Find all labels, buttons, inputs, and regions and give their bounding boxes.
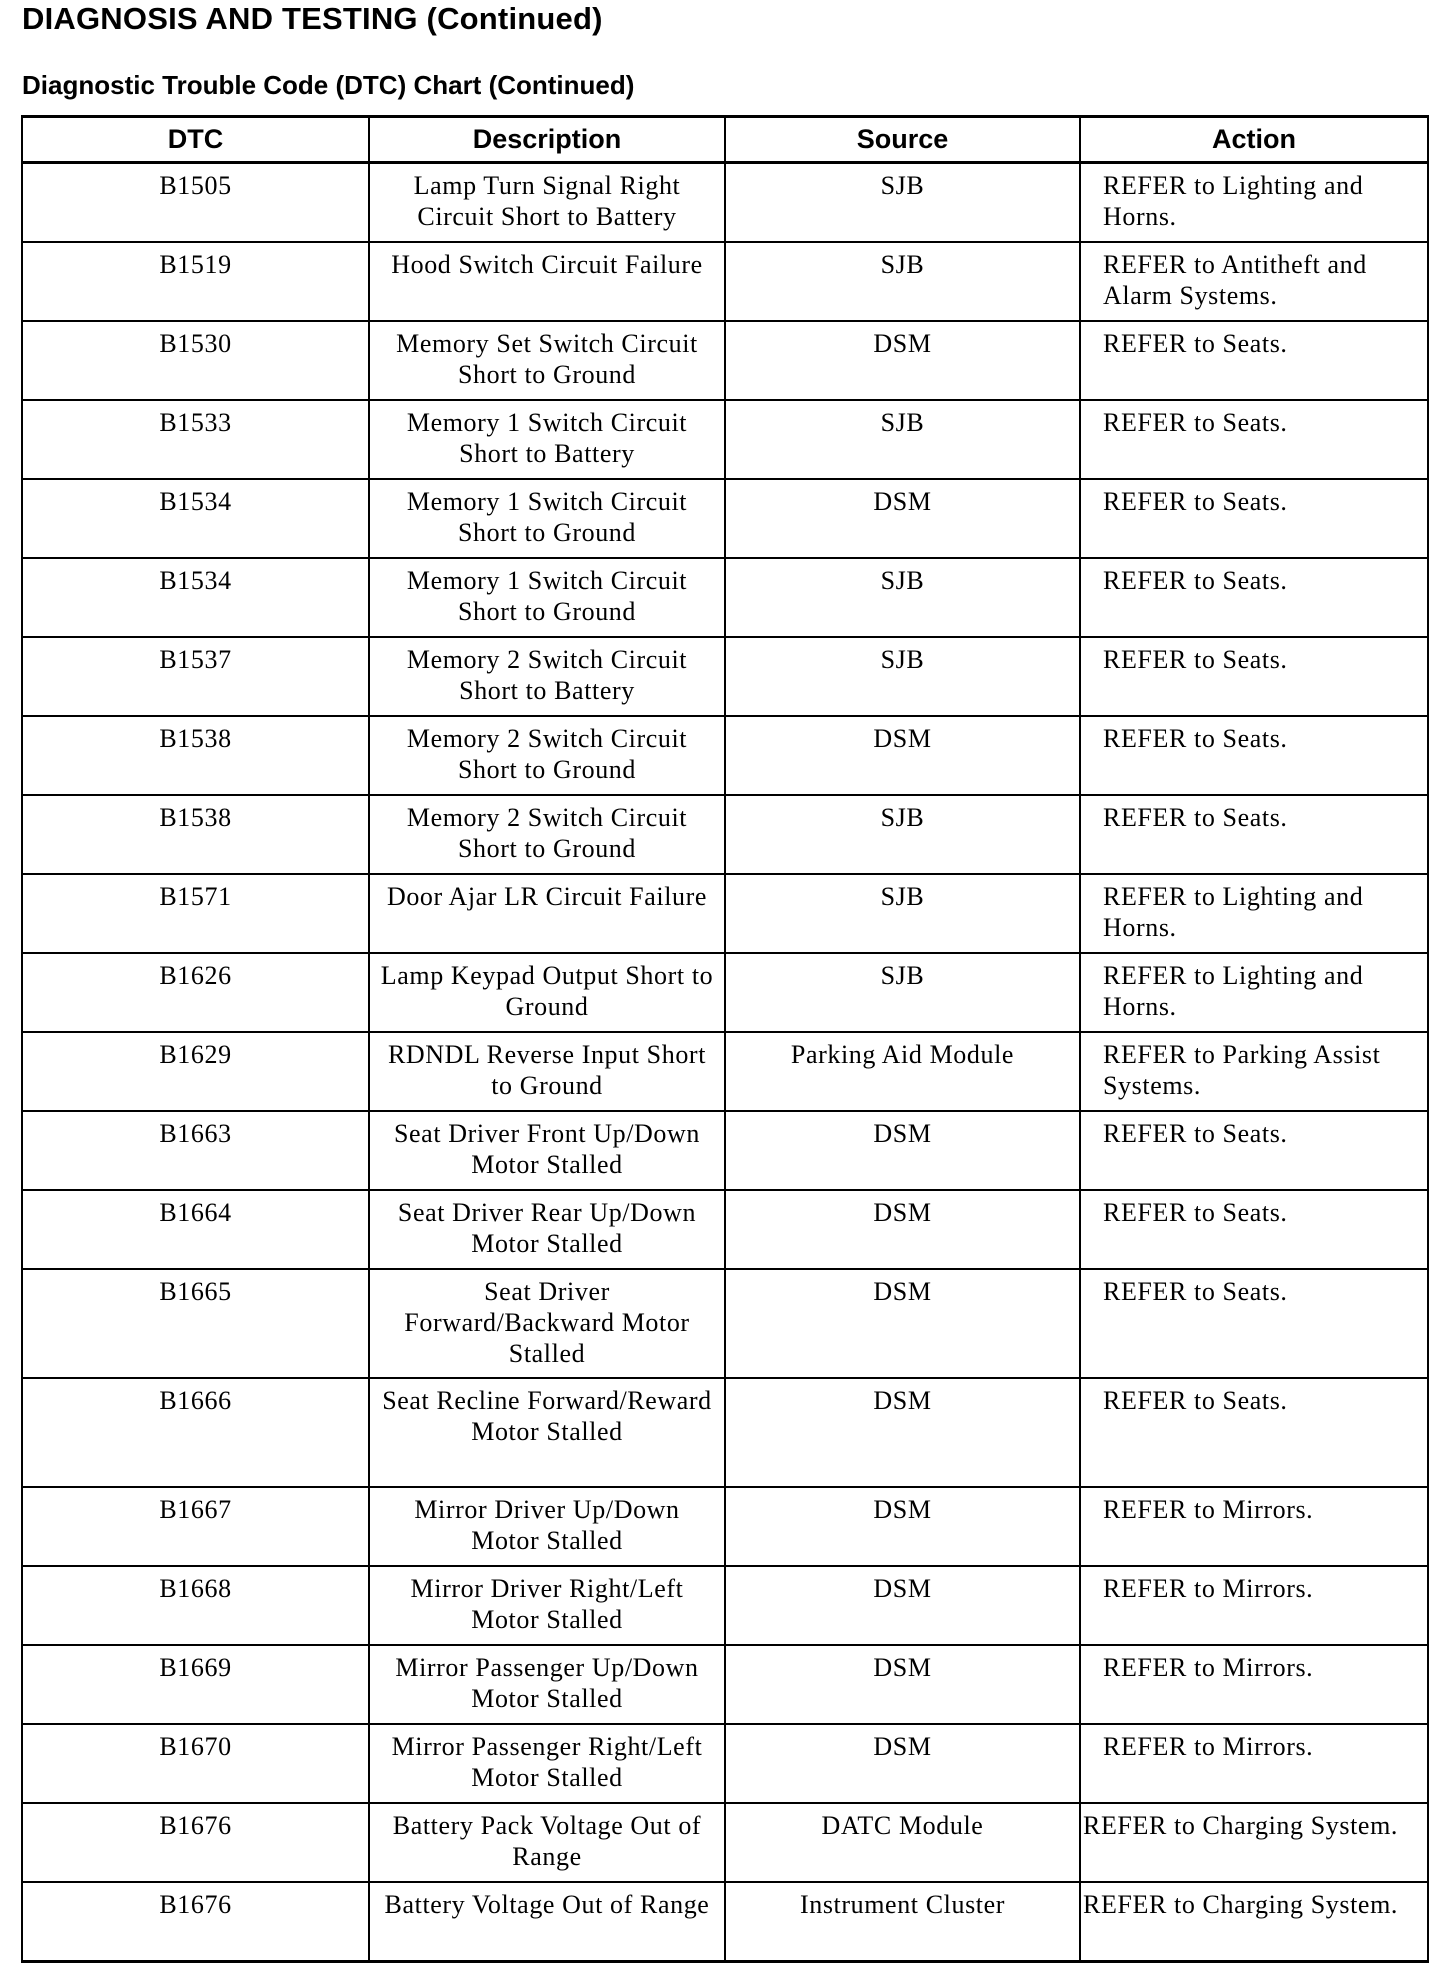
- dtc-code-cell: B1626: [22, 953, 369, 1032]
- source-cell: SJB: [725, 242, 1080, 321]
- table-header-row: [22, 117, 1428, 163]
- action-cell: REFER to Seats.: [1080, 1378, 1428, 1487]
- dtc-code-cell: B1667: [22, 1487, 369, 1566]
- action-cell: REFER to Charging System.: [1080, 1803, 1428, 1882]
- table-row: [22, 1190, 1428, 1269]
- dtc-code-cell: B1519: [22, 242, 369, 321]
- table-row: [22, 1724, 1428, 1803]
- page-title: DIAGNOSIS AND TESTING (Continued): [22, 1, 603, 36]
- action-cell: REFER to Seats.: [1080, 321, 1428, 400]
- table-row: [22, 795, 1428, 874]
- dtc-code-cell: B1534: [22, 479, 369, 558]
- action-cell: REFER to Parking Assist Systems.: [1080, 1032, 1428, 1111]
- action-cell: REFER to Seats.: [1080, 795, 1428, 874]
- dtc-code-cell: B1670: [22, 1724, 369, 1803]
- column-header-source: Source: [725, 117, 1080, 163]
- action-cell: REFER to Seats.: [1080, 400, 1428, 479]
- action-cell: REFER to Seats.: [1080, 637, 1428, 716]
- source-cell: Parking Aid Module: [725, 1032, 1080, 1111]
- action-cell: REFER to Lighting and Horns.: [1080, 874, 1428, 953]
- table-row: [22, 400, 1428, 479]
- source-cell: DSM: [725, 1724, 1080, 1803]
- table-body: [22, 163, 1428, 1962]
- action-cell: REFER to Seats.: [1080, 1190, 1428, 1269]
- action-cell: REFER to Lighting and Horns.: [1080, 953, 1428, 1032]
- table-row: [22, 242, 1428, 321]
- table-row: [22, 1882, 1428, 1962]
- description-cell: Seat Recline Forward/Reward Motor Stalled: [369, 1378, 725, 1487]
- source-cell: SJB: [725, 637, 1080, 716]
- dtc-code-cell: B1629: [22, 1032, 369, 1111]
- table-row: [22, 1487, 1428, 1566]
- dtc-code-cell: B1538: [22, 795, 369, 874]
- source-cell: DSM: [725, 1487, 1080, 1566]
- column-header-action: Action: [1080, 117, 1428, 163]
- source-cell: DSM: [725, 1269, 1080, 1378]
- description-cell: Hood Switch Circuit Failure: [369, 242, 725, 321]
- action-cell: REFER to Lighting and Horns.: [1080, 163, 1428, 243]
- dtc-code-cell: B1676: [22, 1882, 369, 1962]
- table-row: [22, 479, 1428, 558]
- source-cell: DSM: [725, 1566, 1080, 1645]
- description-cell: Mirror Driver Up/Down Motor Stalled: [369, 1487, 725, 1566]
- action-cell: REFER to Charging System.: [1080, 1882, 1428, 1962]
- source-cell: DSM: [725, 1645, 1080, 1724]
- table-row: [22, 1803, 1428, 1882]
- table-row: [22, 716, 1428, 795]
- source-cell: SJB: [725, 558, 1080, 637]
- description-cell: Memory 1 Switch Circuit Short to Battery: [369, 400, 725, 479]
- source-cell: SJB: [725, 400, 1080, 479]
- dtc-code-cell: B1505: [22, 163, 369, 243]
- description-cell: Battery Voltage Out of Range: [369, 1882, 725, 1962]
- table-row: [22, 1645, 1428, 1724]
- source-cell: DSM: [725, 1378, 1080, 1487]
- source-cell: SJB: [725, 795, 1080, 874]
- description-cell: Memory 1 Switch Circuit Short to Ground: [369, 558, 725, 637]
- table-row: [22, 1111, 1428, 1190]
- action-cell: REFER to Mirrors.: [1080, 1487, 1428, 1566]
- dtc-code-cell: B1663: [22, 1111, 369, 1190]
- dtc-table: [21, 115, 1429, 1963]
- description-cell: RDNDL Reverse Input Short to Ground: [369, 1032, 725, 1111]
- description-cell: Seat Driver Forward/Backward Motor Stalled: [369, 1269, 725, 1378]
- source-cell: Instrument Cluster: [725, 1882, 1080, 1962]
- dtc-code-cell: B1530: [22, 321, 369, 400]
- description-cell: Door Ajar LR Circuit Failure: [369, 874, 725, 953]
- source-cell: SJB: [725, 874, 1080, 953]
- description-cell: Memory 2 Switch Circuit Short to Ground: [369, 795, 725, 874]
- source-cell: DSM: [725, 479, 1080, 558]
- action-cell: REFER to Seats.: [1080, 716, 1428, 795]
- source-cell: SJB: [725, 163, 1080, 243]
- dtc-code-cell: B1664: [22, 1190, 369, 1269]
- table-row: [22, 874, 1428, 953]
- source-cell: DSM: [725, 1111, 1080, 1190]
- source-cell: DSM: [725, 716, 1080, 795]
- action-cell: REFER to Mirrors.: [1080, 1724, 1428, 1803]
- source-cell: DSM: [725, 1190, 1080, 1269]
- table-row: [22, 1032, 1428, 1111]
- description-cell: Memory 1 Switch Circuit Short to Ground: [369, 479, 725, 558]
- description-cell: Memory 2 Switch Circuit Short to Battery: [369, 637, 725, 716]
- table-row: [22, 321, 1428, 400]
- description-cell: Mirror Driver Right/Left Motor Stalled: [369, 1566, 725, 1645]
- table-row: [22, 1566, 1428, 1645]
- description-cell: Memory 2 Switch Circuit Short to Ground: [369, 716, 725, 795]
- dtc-code-cell: B1665: [22, 1269, 369, 1378]
- action-cell: REFER to Mirrors.: [1080, 1645, 1428, 1724]
- chart-title: Diagnostic Trouble Code (DTC) Chart (Continued): [22, 70, 635, 100]
- action-cell: REFER to Seats.: [1080, 1269, 1428, 1378]
- source-cell: SJB: [725, 953, 1080, 1032]
- dtc-code-cell: B1676: [22, 1803, 369, 1882]
- action-cell: REFER to Seats.: [1080, 479, 1428, 558]
- description-cell: Mirror Passenger Up/Down Motor Stalled: [369, 1645, 725, 1724]
- description-cell: Memory Set Switch Circuit Short to Ground: [369, 321, 725, 400]
- dtc-code-cell: B1534: [22, 558, 369, 637]
- table-row: [22, 163, 1428, 243]
- table-row: [22, 1269, 1428, 1378]
- source-cell: DATC Module: [725, 1803, 1080, 1882]
- action-cell: REFER to Antitheft and Alarm Systems.: [1080, 242, 1428, 321]
- table-row: [22, 637, 1428, 716]
- description-cell: Seat Driver Front Up/Down Motor Stalled: [369, 1111, 725, 1190]
- description-cell: Mirror Passenger Right/Left Motor Stalled: [369, 1724, 725, 1803]
- dtc-code-cell: B1668: [22, 1566, 369, 1645]
- dtc-code-cell: B1669: [22, 1645, 369, 1724]
- dtc-code-cell: B1538: [22, 716, 369, 795]
- dtc-code-cell: B1571: [22, 874, 369, 953]
- action-cell: REFER to Seats.: [1080, 558, 1428, 637]
- dtc-code-cell: B1537: [22, 637, 369, 716]
- description-cell: Lamp Turn Signal Right Circuit Short to Battery: [369, 163, 725, 243]
- source-cell: DSM: [725, 321, 1080, 400]
- table-row: [22, 1378, 1428, 1487]
- description-cell: Battery Pack Voltage Out of Range: [369, 1803, 725, 1882]
- column-header-dtc: DTC: [22, 117, 369, 163]
- action-cell: REFER to Mirrors.: [1080, 1566, 1428, 1645]
- description-cell: Seat Driver Rear Up/Down Motor Stalled: [369, 1190, 725, 1269]
- action-cell: REFER to Seats.: [1080, 1111, 1428, 1190]
- description-cell: Lamp Keypad Output Short to Ground: [369, 953, 725, 1032]
- column-header-description: Description: [369, 117, 725, 163]
- dtc-code-cell: B1533: [22, 400, 369, 479]
- dtc-code-cell: B1666: [22, 1378, 369, 1487]
- table-row: [22, 953, 1428, 1032]
- table-row: [22, 558, 1428, 637]
